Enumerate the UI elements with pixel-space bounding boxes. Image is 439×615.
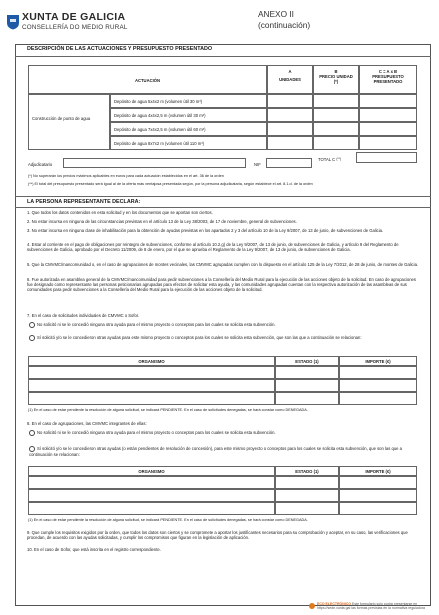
table1-row2-importe[interactable] (339, 379, 417, 392)
deposito-row-2: Depósito de agua 4x4x2,5 m (volumen útil 30 m³) (110, 108, 267, 122)
table2-row2-organismo[interactable] (28, 489, 275, 502)
declaration-item-7: 7. En el caso de solicitudes individuales de CMVMC o Sofor. (27, 313, 140, 318)
deposito-row-3: Depósito de agua 7x4x2,5 m (volumen útil 60 m³) (110, 122, 267, 136)
note-precios: (*) No superarán los precios máximos aplicables en euros para cada actuación establecidos en el art. 36 de la orden (28, 174, 224, 178)
divider (15, 56, 431, 57)
table1-row1-importe[interactable] (339, 366, 417, 379)
table2-row3-organismo[interactable] (28, 502, 275, 515)
total-input[interactable] (356, 152, 417, 163)
presupuesto-input-3[interactable] (359, 122, 417, 136)
option-8a[interactable]: No solicitó ni se le concedió ninguna otra ayuda para el mismo proyecto o conceptos para los cuales se solicita esta subvención. (29, 430, 421, 436)
divider (15, 207, 431, 208)
option-7a[interactable]: No solicitó ni se le concedió ninguna otra ayuda para el mismo proyecto o conceptos para los cuales se solicita esta subvención. (29, 322, 421, 328)
unidades-input-4[interactable] (267, 136, 313, 150)
presupuesto-input-4[interactable] (359, 136, 417, 150)
unidades-input-1[interactable] (267, 94, 313, 108)
table2-row2-importe[interactable] (339, 489, 417, 502)
divider (15, 196, 431, 197)
table2-header-importe: IMPORTE (€) (339, 466, 417, 476)
table1-header-importe: IMPORTE (€) (339, 356, 417, 366)
declaration-item-2: 2. No estar incursa en ninguna de las circunstancias previstas en el artículo 13 de la Ley 38/2003, de 17 de noviembre, general de subvenciones. (27, 219, 297, 224)
table2-row1-estado[interactable] (275, 476, 339, 489)
department-name: CONSELLERÍA DO MEDIO RURAL (22, 24, 128, 31)
col-unidades-header: A UNIDADES (267, 65, 313, 94)
presupuesto-input-2[interactable] (359, 108, 417, 122)
radio-8a[interactable] (29, 430, 35, 436)
declaration-item-9: 9. Que cumple los requisitos exigidos por la orden, que todos los datos son ciertos y se compromete a aportar los justificantes necesarios para su comprobación y aceptar, en su caso, las verificaciones que procedan, de acuerdo con las ayudas solicitadas, y cumplir los compromisos que figuran en la legislación de aplicación. (27, 530, 408, 540)
radio-7b[interactable] (29, 335, 35, 341)
nif-label: NIF (254, 162, 261, 167)
footer-note: ECO ELECTRÓNICO Este formulario solo podrá presentarse en https://sede.xunta.gal las formas previstas en la normativa reguladora (317, 602, 425, 610)
precio-input-2[interactable] (313, 108, 359, 122)
table2-header-organismo: ORGANISMO (28, 466, 275, 476)
note-total: (**) El total del presupuesto presentado será igual al de la oferta más ventajosa presentada según, por la persona adjudicataria, según establece el art. 8.1.d. de la orden (28, 182, 313, 186)
table2-header-estado: ESTADO (1) (275, 466, 339, 476)
deposito-row-1: Depósito de agua 5x4x2 m (volumen útil 30 m³) (110, 94, 267, 108)
xunta-logo-icon (6, 14, 20, 30)
section2-title: LA PERSONA REPRESENTANTE DECLARA: (27, 199, 141, 205)
declaration-item-10: 10. En el caso de Sofor, que está inscrita en el registro correspondiente. (27, 547, 161, 552)
unidades-input-2[interactable] (267, 108, 313, 122)
option-8b[interactable]: Sí solicitó y/o se le concedieron otras ayudas (o están pendientes de resolución de concesión), para este mismo proyecto o conceptos para los cuales se solicita esta subvención, que son las que a continuación se relacionan: (29, 446, 402, 457)
nif-input[interactable] (266, 158, 312, 168)
deposito-row-4: Depósito de agua 8x7x2 m (volumen útil 110 m³) (110, 136, 267, 150)
table1-row2-estado[interactable] (275, 379, 339, 392)
adjudicatario-input[interactable] (63, 158, 246, 168)
table2-row1-organismo[interactable] (28, 476, 275, 489)
precio-input-3[interactable] (313, 122, 359, 136)
table1-header-estado: ESTADO (1) (275, 356, 339, 366)
declaration-item-6: 6. Fue autorizada en asamblea general de la CMVMC/mancomunidad para pedir subvenciones a la Consellería del Medio Rural para la ejecución de las acciones objeto de la solicitud. En caso de agrupaciones fue designado como representante las personas peticionarias agrupadas para efectos de solicitar esta ayuda, y las comunidades agrupadas cuentan con la respectiva autorización de las asambleas de sus comunidades para pedir subvenciones a la Consellería del Medio Rural para la ejecución de las acciones objeto de la solicitud. (27, 277, 416, 292)
unidades-input-3[interactable] (267, 122, 313, 136)
table1-header-organismo: ORGANISMO (28, 356, 275, 366)
table1-row3-estado[interactable] (275, 392, 339, 405)
anexo-subtitle: (continuación) (258, 20, 311, 30)
eco-seal-icon (309, 603, 315, 609)
anexo-title: ANEXO II (258, 9, 294, 19)
option-7b[interactable]: Sí solicitó y/o se le concedieron otras ayudas para este mismo proyecto o conceptos para los cuales se solicita esta subvención, que son las que a continuación se relacionan: (29, 335, 417, 341)
table1-row3-organismo[interactable] (28, 392, 275, 405)
table2-row2-estado[interactable] (275, 489, 339, 502)
declaration-item-1: 1. Que todos los datos contenidos en esta solicitud y en los documentos que se aportan son ciertos. (27, 210, 213, 215)
section1-title: DESCRIPCIÓN DE LAS ACTUACIONES Y PRESUPUESTO PRESENTADO (27, 46, 213, 52)
table1-row1-estado[interactable] (275, 366, 339, 379)
declaration-item-8: 8. En el caso de agrupaciones, las CMVMC integrantes de ellas: (27, 421, 147, 426)
table2-row1-importe[interactable] (339, 476, 417, 489)
declaration-item-4: 4. Estar al corriente en el pago de obligaciones por reintegro de subvenciones, conforme al artículo 10.2.g) de la Ley 9/2007, de 13 de junio, de subvenciones de Galicia, y artículo 9 del Reglamento de subvenciones de Galicia, aprobado por el Decreto 11/2009, de 8 de enero, por el que se aprueba el Reglamento de la Ley 9/2007, de 13 de junio, de subvenciones de Galicia. (27, 242, 399, 252)
col-precio-header: B PRECIO UNIDAD (*) (313, 65, 359, 94)
col-actuacion-header: ACTUACIÓN (28, 65, 267, 94)
declaration-item-5: 5. Que la CMVMC/mancomunidad o, en el caso de agrupaciones de montes vecinales, las CMVMC agrupadas cumplen con lo dispuesto en el artículo 125 de la Ley 7/2012, de 28 de junio, de montes de Galicia. (27, 262, 419, 267)
table2-note: (1) En el caso de estar pendiente la resolución de alguna solicitud, se indicará PENDIENTE. En el caso de solicitudes denegadas, se hará constar como DENEGADA. (28, 518, 308, 522)
total-label: TOTAL C (**) (318, 157, 341, 162)
org-name: XUNTA DE GALICIA (22, 11, 126, 23)
radio-7a[interactable] (29, 322, 35, 328)
precio-input-1[interactable] (313, 94, 359, 108)
table1-note: (1) En el caso de estar pendiente la resolución de alguna solicitud, se indicará PENDIENTE. En el caso de solicitudes denegadas, se hará constar como DENEGADA. (28, 408, 308, 412)
construccion-label-cell: Construcción de punto de agua (28, 94, 110, 150)
adjudicatario-label: Adjudicatario (28, 162, 53, 167)
precio-input-4[interactable] (313, 136, 359, 150)
presupuesto-input-1[interactable] (359, 94, 417, 108)
table2-row3-estado[interactable] (275, 502, 339, 515)
table1-row3-importe[interactable] (339, 392, 417, 405)
table1-row1-organismo[interactable] (28, 366, 275, 379)
declaration-item-3: 3. No estar incursa en ninguna clase de inhabilitación para la obtención de ayudas previstas en los apartados 2 y 3 del artículo 10 de la Ley 9/2007, de 13 de junio, de subvenciones de Galicia. (27, 228, 384, 233)
col-presupuesto-header: C = A x B PRESUPUESTO PRESENTADO (359, 65, 417, 94)
table2-row3-importe[interactable] (339, 502, 417, 515)
table1-row2-organismo[interactable] (28, 379, 275, 392)
